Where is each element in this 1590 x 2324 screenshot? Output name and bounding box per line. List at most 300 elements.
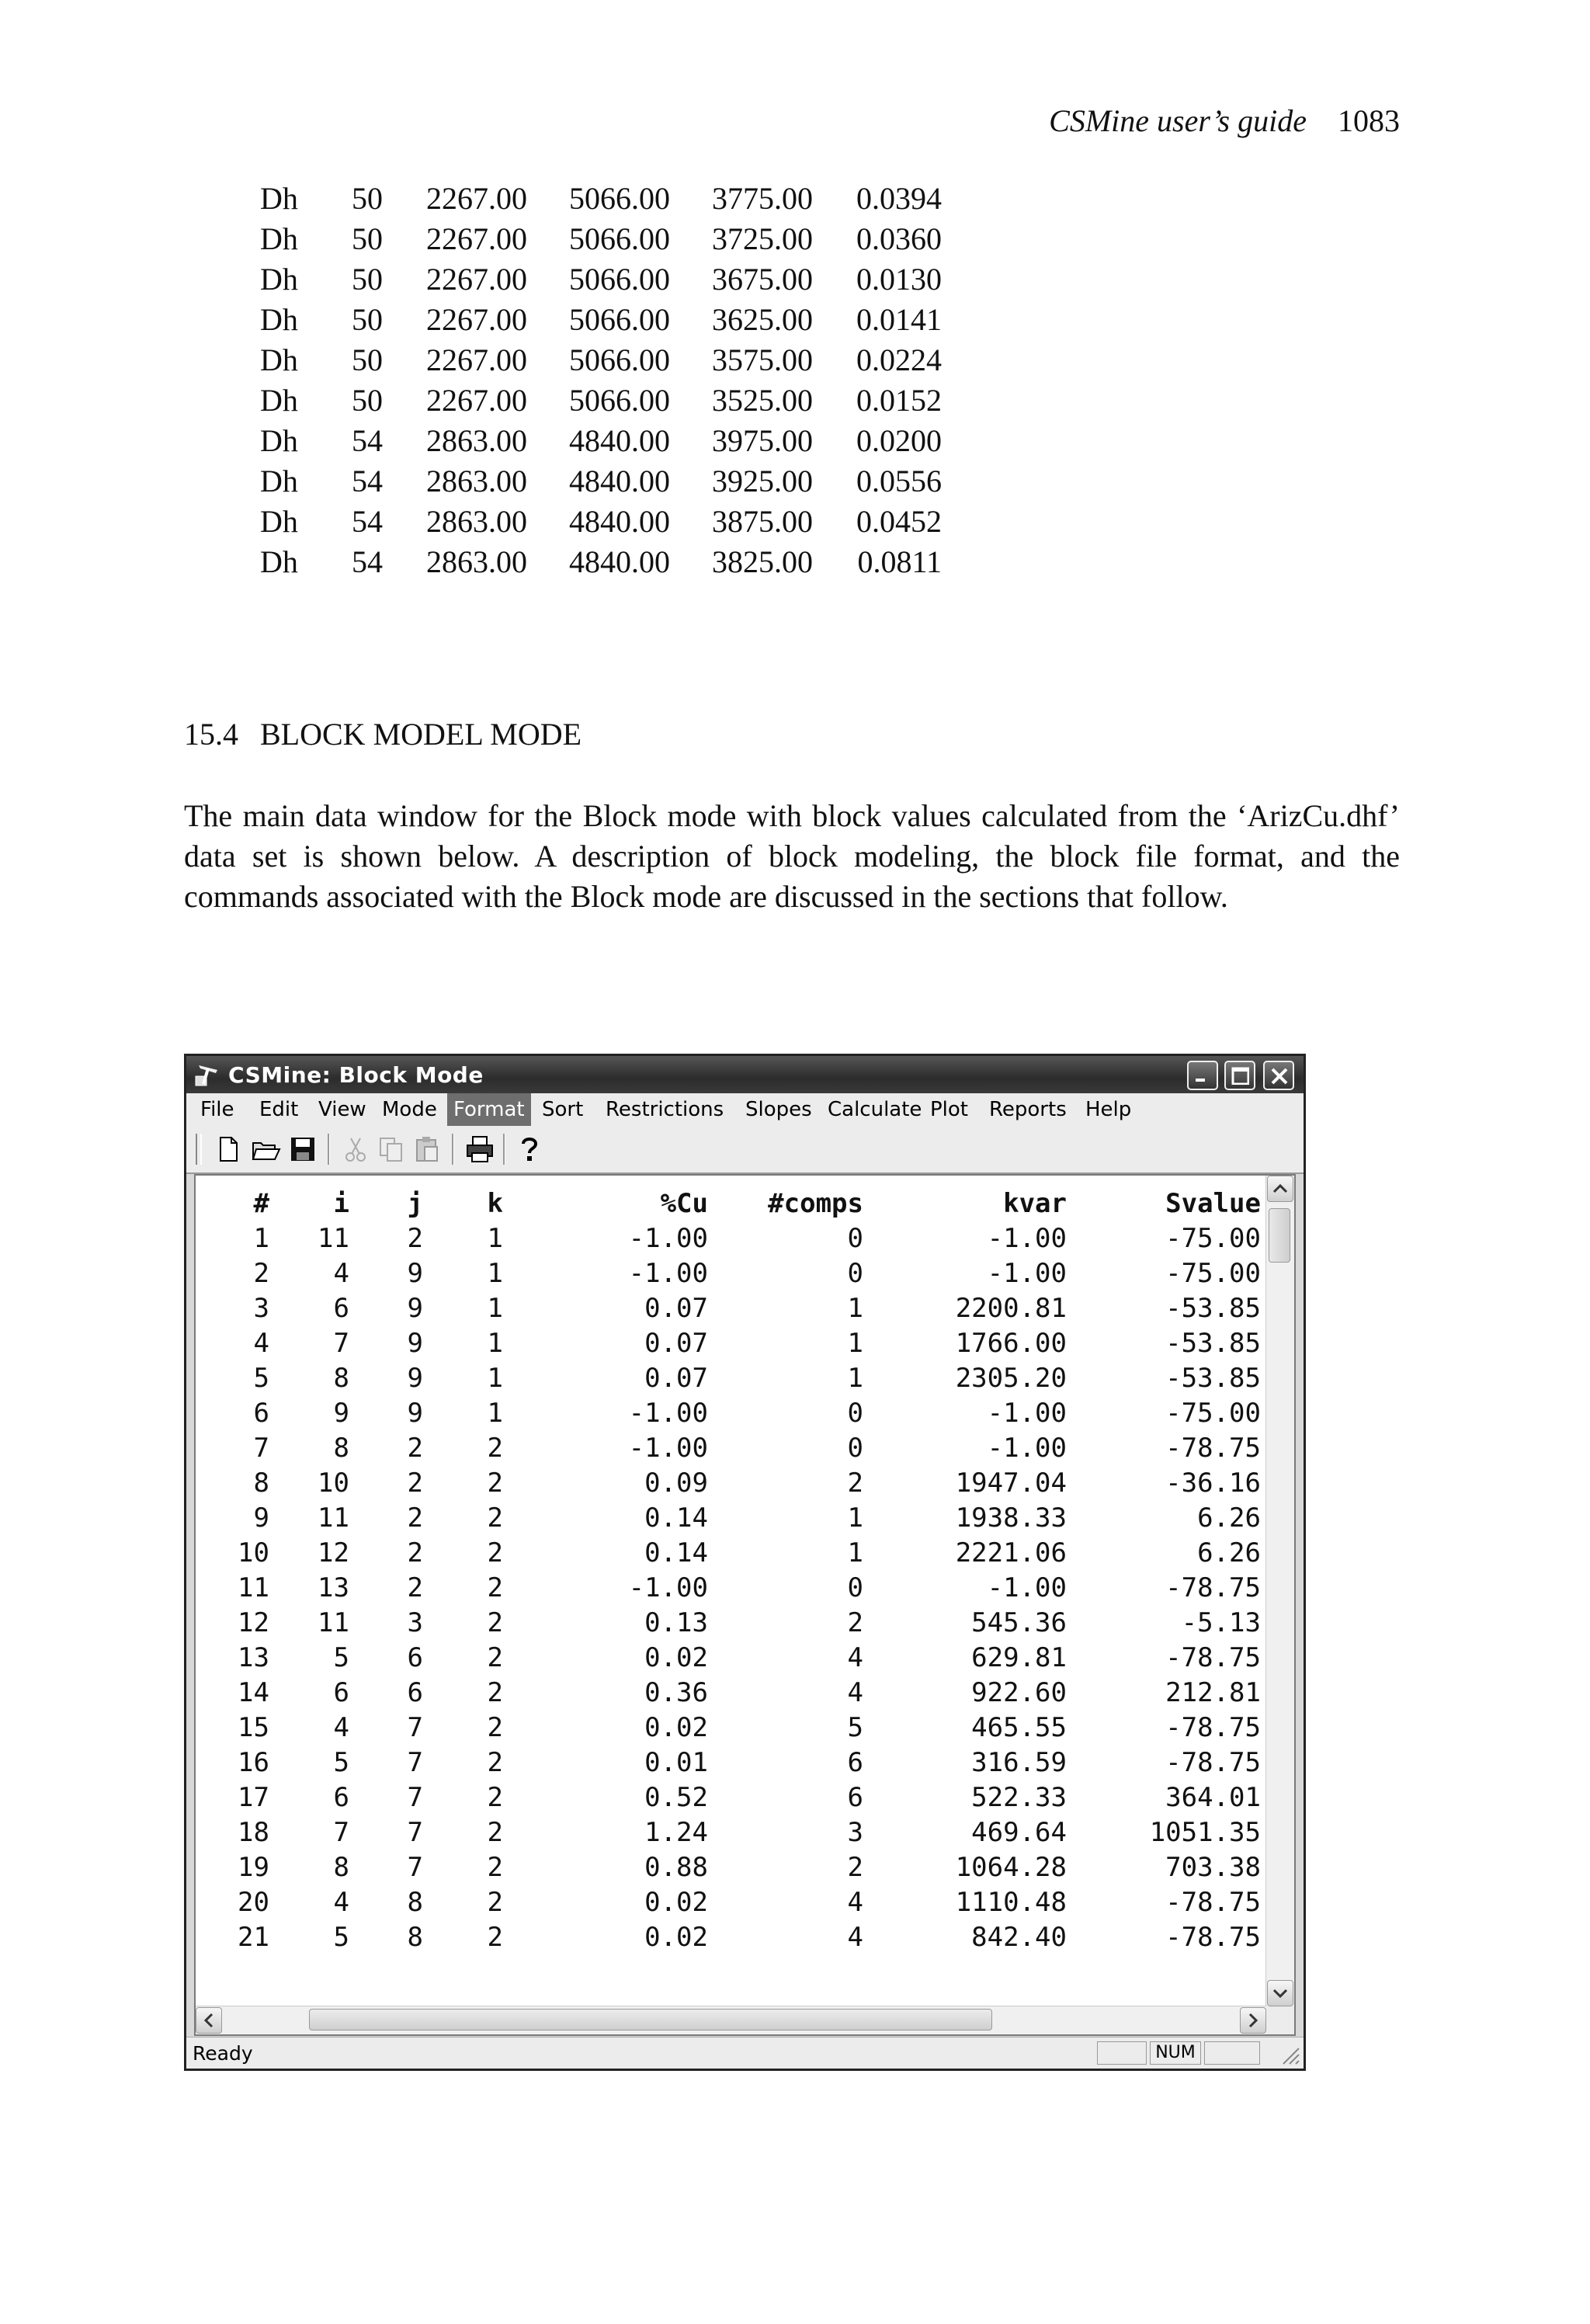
dh-cell: 2267.00 (426, 383, 527, 418)
grid-cell: 2 (407, 1433, 423, 1464)
dh-cell: 2863.00 (426, 423, 527, 458)
dh-cell: Dh (260, 544, 298, 579)
dh-cell: 3825.00 (712, 544, 813, 579)
help-icon[interactable] (514, 1134, 545, 1165)
menu-plot[interactable]: Plot (930, 1098, 969, 1121)
grid-cell: 6.26 (1197, 1502, 1261, 1534)
dh-row (260, 179, 942, 219)
dh-cell: 0.0556 (856, 464, 942, 498)
maximize-icon (1231, 1066, 1249, 1085)
menu-slopes[interactable]: Slopes (745, 1098, 812, 1121)
grid-cell: 5 (253, 1363, 269, 1394)
grid-cell: 0.13 (644, 1607, 708, 1638)
grid-cell: 16 (238, 1747, 269, 1778)
vertical-scrollbar[interactable] (1265, 1176, 1294, 2006)
grid-cell: 0.02 (644, 1922, 708, 1953)
grid-cell: 1 (487, 1363, 503, 1394)
grid-cell: 12 (318, 1537, 349, 1568)
grid-cell: 0 (847, 1258, 863, 1289)
dh-cell: 2267.00 (426, 342, 527, 377)
block-data-view[interactable] (194, 1174, 1296, 2036)
grid-cell: 0.14 (644, 1537, 708, 1568)
dh-cell: Dh (260, 262, 298, 297)
scroll-up-button[interactable] (1267, 1176, 1293, 1202)
grid-cell: 0.07 (644, 1363, 708, 1394)
grid-cell: 922.60 (971, 1677, 1067, 1708)
grid-cell: 9 (333, 1398, 349, 1429)
paste-icon[interactable] (411, 1134, 443, 1165)
grid-cell: 1 (487, 1328, 503, 1359)
dh-cell: Dh (260, 504, 298, 539)
toolbar (186, 1126, 1304, 1174)
grid-cell: 6 (333, 1677, 349, 1708)
table-row[interactable] (196, 1361, 1261, 1396)
grid-column-header[interactable]: # (253, 1188, 269, 1219)
grid-cell: 2 (407, 1223, 423, 1254)
open-folder-icon[interactable] (250, 1134, 281, 1165)
dh-cell: 3925.00 (712, 464, 813, 498)
dh-cell: 4840.00 (569, 423, 670, 458)
grid-cell: 11 (318, 1607, 349, 1638)
grid-cell: 17 (238, 1782, 269, 1813)
grid-cell: 1 (847, 1502, 863, 1534)
table-row[interactable] (196, 1536, 1261, 1571)
grid-cell: 6 (333, 1782, 349, 1813)
table-row[interactable] (196, 1501, 1261, 1536)
grid-cell: 629.81 (971, 1642, 1067, 1673)
grid-cell: 9 (407, 1293, 423, 1324)
grid-cell: -78.75 (1165, 1887, 1261, 1918)
title-bar[interactable] (186, 1056, 1304, 1093)
grid-cell: 5 (333, 1642, 349, 1673)
dh-row (260, 421, 942, 461)
grid-cell: 4 (333, 1258, 349, 1289)
dh-cell: 5066.00 (569, 383, 670, 418)
grid-cell: 7 (407, 1712, 423, 1743)
grid-cell: 703.38 (1165, 1852, 1261, 1883)
dh-cell: 0.0360 (856, 221, 942, 256)
chevron-down-icon (1268, 1981, 1293, 2006)
menu-restrictions[interactable]: Restrictions (606, 1098, 724, 1121)
grid-cell: 19 (238, 1852, 269, 1883)
horizontal-scrollbar[interactable] (196, 2006, 1266, 2034)
chevron-up-icon (1268, 1176, 1293, 1201)
grid-cell: 1947.04 (955, 1468, 1067, 1499)
grid-cell: 1 (847, 1363, 863, 1394)
toolbar-grip[interactable] (196, 1134, 202, 1165)
grid-cell: 0.52 (644, 1782, 708, 1813)
grid-cell: 0.02 (644, 1887, 708, 1918)
toolbar-separator (503, 1134, 505, 1165)
running-head (1049, 102, 1400, 139)
minimize-button[interactable] (1187, 1061, 1218, 1090)
grid-cell: 7 (407, 1817, 423, 1848)
table-row[interactable] (196, 1431, 1261, 1466)
dh-cell: 4840.00 (569, 464, 670, 498)
section-heading (184, 716, 581, 752)
grid-cell: 18 (238, 1817, 269, 1848)
grid-cell: 9 (253, 1502, 269, 1534)
grid-cell: 7 (407, 1782, 423, 1813)
menu-reports[interactable]: Reports (989, 1098, 1067, 1121)
status-bar (186, 2037, 1304, 2069)
grid-column-header[interactable]: Svalue (1165, 1188, 1261, 1219)
grid-cell: 15 (238, 1712, 269, 1743)
dh-cell: 2863.00 (426, 504, 527, 539)
dh-row (260, 502, 942, 542)
grid-cell: 4 (847, 1922, 863, 1953)
grid-cell: 6 (407, 1642, 423, 1673)
dh-cell: 5066.00 (569, 302, 670, 337)
grid-cell: 2 (253, 1258, 269, 1289)
table-row[interactable] (196, 1326, 1261, 1361)
grid-cell: 11 (318, 1502, 349, 1534)
grid-header-row (196, 1186, 1261, 1221)
grid-cell: 0.88 (644, 1852, 708, 1883)
table-row[interactable] (196, 1676, 1261, 1711)
grid-column-header[interactable]: i (333, 1188, 349, 1219)
body-paragraph: The main data window for the Block mode with block values calculated from the ‘ArizCu.dhf’ data set is shown below. A description of block modeling, the block file format, and the commands associated with the Block mode are discussed in the sections that follow. (184, 798, 1400, 914)
dh-cell: 2267.00 (426, 221, 527, 256)
grid-cell: 4 (847, 1677, 863, 1708)
grid-cell: 8 (407, 1922, 423, 1953)
grid-cell: 316.59 (971, 1747, 1067, 1778)
dh-cell: 5066.00 (569, 221, 670, 256)
status-pane-3 (1204, 2041, 1260, 2065)
grid-cell: 12 (238, 1607, 269, 1638)
grid-cell: 1064.28 (955, 1852, 1067, 1883)
grid-cell: 5 (333, 1747, 349, 1778)
grid-cell: -78.75 (1165, 1642, 1261, 1673)
grid-cell: 8 (333, 1363, 349, 1394)
grid-cell: 1 (487, 1293, 503, 1324)
grid-column-header[interactable]: k (487, 1188, 503, 1219)
grid-cell: 6 (407, 1677, 423, 1708)
minimize-icon (1193, 1066, 1212, 1085)
table-row[interactable] (196, 1291, 1261, 1326)
grid-cell: 0.02 (644, 1712, 708, 1743)
grid-cell: -1.00 (628, 1258, 708, 1289)
grid-cell: 2 (487, 1852, 503, 1883)
table-row[interactable] (196, 1641, 1261, 1676)
grid-cell: 2 (847, 1852, 863, 1883)
copy-icon[interactable] (376, 1134, 407, 1165)
dh-cell: 3775.00 (712, 181, 813, 216)
grid-cell: -1.00 (987, 1572, 1067, 1603)
grid-cell: 7 (407, 1852, 423, 1883)
grid-cell: -75.00 (1165, 1398, 1261, 1429)
dh-cell: 50 (352, 262, 383, 297)
grid-cell: -53.85 (1165, 1328, 1261, 1359)
grid-cell: -75.00 (1165, 1223, 1261, 1254)
grid-cell: 2 (487, 1537, 503, 1568)
menu-edit[interactable]: Edit (259, 1098, 299, 1121)
grid-cell: 9 (407, 1363, 423, 1394)
table-row[interactable] (196, 1780, 1261, 1815)
dh-cell: 5066.00 (569, 181, 670, 216)
save-disk-icon[interactable] (287, 1134, 318, 1165)
grid-cell: 2221.06 (955, 1537, 1067, 1568)
grid-cell: 2 (407, 1572, 423, 1603)
grid-cell: -78.75 (1165, 1747, 1261, 1778)
grid-cell: 20 (238, 1887, 269, 1918)
grid-cell: 9 (407, 1258, 423, 1289)
grid-cell: -1.00 (628, 1572, 708, 1603)
grid-cell: 2 (487, 1642, 503, 1673)
toolbar-separator (452, 1134, 454, 1165)
menu-calculate[interactable]: Calculate (828, 1098, 922, 1121)
table-row[interactable] (196, 1711, 1261, 1746)
dh-cell: 2863.00 (426, 544, 527, 579)
grid-cell: 2 (487, 1817, 503, 1848)
maximize-button[interactable] (1224, 1061, 1255, 1090)
scrollbar-corner (1266, 2006, 1294, 2034)
dh-cell: Dh (260, 221, 298, 256)
dh-cell: 50 (352, 221, 383, 256)
grid-cell: 0.02 (644, 1642, 708, 1673)
table-row[interactable] (196, 1396, 1261, 1431)
pickaxe-icon (194, 1062, 220, 1087)
dh-cell: 3675.00 (712, 262, 813, 297)
dh-cell: 4840.00 (569, 504, 670, 539)
menu-file[interactable]: File (200, 1098, 234, 1121)
grid-cell: -1.00 (987, 1223, 1067, 1254)
running-head-title: CSMine user’s guide (1049, 103, 1307, 138)
dh-cell: 3725.00 (712, 221, 813, 256)
dh-cell: 0.0152 (856, 383, 942, 418)
grid-cell: 0.07 (644, 1328, 708, 1359)
grid-cell: 13 (318, 1572, 349, 1603)
dh-cell: 0.0452 (856, 504, 942, 539)
grid-cell: 8 (407, 1887, 423, 1918)
scroll-left-button[interactable] (196, 2007, 222, 2034)
grid-cell: 7 (333, 1817, 349, 1848)
grid-cell: -1.00 (987, 1398, 1067, 1429)
grid-cell: 7 (333, 1328, 349, 1359)
table-row[interactable] (196, 1606, 1261, 1641)
table-row[interactable] (196, 1746, 1261, 1780)
table-row[interactable] (196, 1815, 1261, 1850)
grid-cell: 4 (333, 1887, 349, 1918)
dh-row (260, 542, 942, 582)
dh-row (260, 219, 942, 259)
resize-grip-icon[interactable] (1277, 2042, 1300, 2065)
close-button[interactable] (1263, 1061, 1294, 1090)
status-text: Ready (193, 2042, 253, 2065)
menu-format[interactable]: Format (447, 1093, 531, 1126)
grid-cell: 8 (253, 1468, 269, 1499)
scroll-down-button[interactable] (1267, 1980, 1293, 2006)
grid-cell: 3 (253, 1293, 269, 1324)
grid-cell: 2 (487, 1747, 503, 1778)
dh-cell: 0.0130 (856, 262, 942, 297)
dh-cell: 2863.00 (426, 464, 527, 498)
grid-cell: 4 (333, 1712, 349, 1743)
dh-cell: 54 (352, 464, 383, 498)
grid-column-header[interactable]: %Cu (660, 1188, 708, 1219)
status-pane-num: NUM (1150, 2041, 1201, 2065)
grid-cell: 0.01 (644, 1747, 708, 1778)
grid-cell: -1.00 (628, 1398, 708, 1429)
table-row[interactable] (196, 1571, 1261, 1606)
block-data-grid (196, 1186, 1261, 1955)
menu-sort[interactable]: Sort (542, 1098, 584, 1121)
grid-cell: 2 (407, 1502, 423, 1534)
dh-cell: 50 (352, 302, 383, 337)
menu-mode[interactable]: Mode (382, 1098, 437, 1121)
table-row[interactable] (196, 1920, 1261, 1955)
menu-help[interactable]: Help (1085, 1098, 1132, 1121)
table-row[interactable] (196, 1850, 1261, 1885)
horizontal-scroll-thumb[interactable] (309, 2009, 992, 2030)
grid-cell: 2 (487, 1572, 503, 1603)
grid-cell: 1 (253, 1223, 269, 1254)
grid-cell: 1 (487, 1258, 503, 1289)
dh-cell: Dh (260, 464, 298, 498)
cut-icon[interactable] (340, 1134, 371, 1165)
dh-cell: 5066.00 (569, 262, 670, 297)
grid-cell: 6.26 (1197, 1537, 1261, 1568)
grid-cell: 4 (847, 1887, 863, 1918)
grid-cell: 6 (847, 1782, 863, 1813)
grid-cell: -5.13 (1181, 1607, 1261, 1638)
dh-cell: 54 (352, 504, 383, 539)
dh-cell: 3575.00 (712, 342, 813, 377)
dh-row (260, 380, 942, 421)
grid-cell: 465.55 (971, 1712, 1067, 1743)
close-icon (1269, 1066, 1288, 1085)
dh-cell: 3525.00 (712, 383, 813, 418)
grid-cell: 0.36 (644, 1677, 708, 1708)
dh-cell: 54 (352, 544, 383, 579)
page-number: 1083 (1338, 103, 1400, 138)
grid-cell: 3 (407, 1607, 423, 1638)
grid-cell: 5 (333, 1922, 349, 1953)
grid-cell: 2 (487, 1607, 503, 1638)
grid-column-header[interactable]: j (407, 1188, 423, 1219)
dh-cell: 5066.00 (569, 342, 670, 377)
csmine-window (184, 1054, 1306, 2071)
dh-cell: 3625.00 (712, 302, 813, 337)
grid-cell: 8 (333, 1433, 349, 1464)
grid-cell: -1.00 (628, 1433, 708, 1464)
table-row[interactable] (196, 1221, 1261, 1256)
grid-cell: -78.75 (1165, 1572, 1261, 1603)
dh-data-table (260, 179, 942, 582)
grid-cell: -36.16 (1165, 1468, 1261, 1499)
dh-row (260, 259, 942, 300)
grid-cell: 2 (847, 1607, 863, 1638)
dh-cell: 54 (352, 423, 383, 458)
menu-bar (186, 1093, 1304, 1127)
grid-cell: 469.64 (971, 1817, 1067, 1848)
grid-cell: 2 (487, 1502, 503, 1534)
grid-cell: 2 (487, 1782, 503, 1813)
grid-cell: 545.36 (971, 1607, 1067, 1638)
grid-cell: 6 (333, 1293, 349, 1324)
grid-cell: 3 (847, 1817, 863, 1848)
grid-cell: 2 (407, 1468, 423, 1499)
grid-cell: 10 (318, 1468, 349, 1499)
grid-cell: 6 (847, 1747, 863, 1778)
grid-cell: 4 (253, 1328, 269, 1359)
grid-cell: 2 (487, 1433, 503, 1464)
dh-cell: Dh (260, 181, 298, 216)
grid-cell: 2 (407, 1537, 423, 1568)
grid-cell: 0.07 (644, 1293, 708, 1324)
grid-cell: 1.24 (644, 1817, 708, 1848)
window-title: CSMine: Block Mode (228, 1062, 484, 1088)
grid-cell: 14 (238, 1677, 269, 1708)
grid-cell: 9 (407, 1398, 423, 1429)
grid-cell: 0 (847, 1223, 863, 1254)
grid-cell: 7 (253, 1433, 269, 1464)
dh-cell: Dh (260, 423, 298, 458)
grid-cell: 1 (487, 1398, 503, 1429)
status-pane-1 (1097, 2041, 1147, 2065)
print-icon[interactable] (464, 1134, 495, 1165)
grid-cell: 4 (847, 1642, 863, 1673)
dh-row (260, 300, 942, 340)
grid-cell: -78.75 (1165, 1712, 1261, 1743)
grid-cell: 522.33 (971, 1782, 1067, 1813)
grid-cell: 2 (487, 1677, 503, 1708)
dh-cell: 3975.00 (712, 423, 813, 458)
grid-cell: 2 (487, 1887, 503, 1918)
toolbar-separator (328, 1134, 330, 1165)
grid-cell: 842.40 (971, 1922, 1067, 1953)
dh-cell: 4840.00 (569, 544, 670, 579)
scroll-right-button[interactable] (1240, 2007, 1266, 2034)
table-row[interactable] (196, 1466, 1261, 1501)
section-number: 15.4 (184, 717, 238, 752)
vertical-scroll-thumb[interactable] (1269, 1208, 1290, 1263)
grid-cell: 2 (487, 1468, 503, 1499)
section-title: BLOCK MODEL MODE (260, 717, 582, 752)
grid-column-header[interactable]: #comps (768, 1188, 863, 1219)
dh-cell: 0.0811 (857, 544, 942, 579)
grid-column-header[interactable]: kvar (1003, 1188, 1067, 1219)
grid-cell: 1110.48 (955, 1887, 1067, 1918)
grid-cell: 13 (238, 1642, 269, 1673)
grid-cell: -78.75 (1165, 1433, 1261, 1464)
grid-cell: -1.00 (628, 1223, 708, 1254)
menu-view[interactable]: View (318, 1098, 366, 1121)
grid-cell: 1 (847, 1537, 863, 1568)
grid-cell: -75.00 (1165, 1258, 1261, 1289)
dh-cell: 2267.00 (426, 262, 527, 297)
grid-cell: 5 (847, 1712, 863, 1743)
grid-cell: 11 (318, 1223, 349, 1254)
dh-row (260, 340, 942, 380)
dh-cell: 50 (352, 342, 383, 377)
chevron-right-icon (1241, 2008, 1265, 2033)
grid-cell: 10 (238, 1537, 269, 1568)
grid-cell: 2 (847, 1468, 863, 1499)
dh-cell: 50 (352, 383, 383, 418)
grid-cell: 1 (487, 1223, 503, 1254)
grid-cell: -1.00 (987, 1433, 1067, 1464)
grid-cell: 21 (238, 1922, 269, 1953)
grid-cell: 364.01 (1165, 1782, 1261, 1813)
table-row[interactable] (196, 1885, 1261, 1920)
grid-cell: 0.14 (644, 1502, 708, 1534)
grid-cell: 11 (238, 1572, 269, 1603)
new-file-icon[interactable] (213, 1134, 244, 1165)
grid-cell: 0 (847, 1572, 863, 1603)
grid-cell: 1766.00 (955, 1328, 1067, 1359)
table-row[interactable] (196, 1256, 1261, 1291)
